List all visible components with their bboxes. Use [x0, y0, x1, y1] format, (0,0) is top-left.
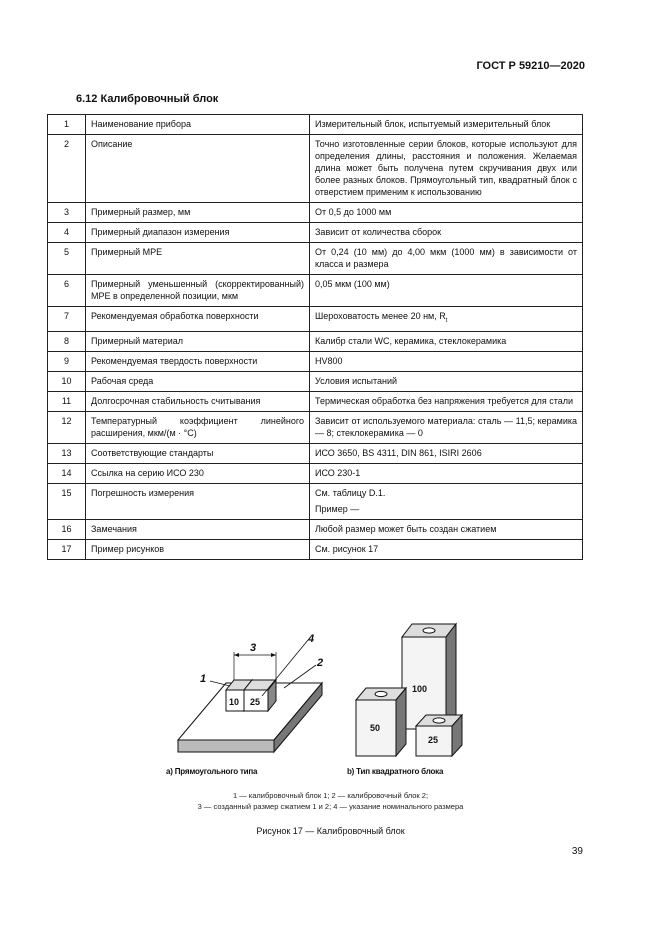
table-row: [48, 539, 583, 559]
table-row: [48, 371, 583, 391]
row-number: 12: [48, 411, 86, 443]
row-value-text: Калибр стали WC, керамика, стеклокерамика: [315, 335, 507, 346]
table-row: [48, 443, 583, 463]
table-row: [48, 307, 583, 332]
table-row: [48, 519, 583, 539]
block-50-hole: [375, 691, 387, 696]
section-title: 6.12 Калибровочный блок: [76, 93, 219, 105]
row-value: [310, 135, 583, 203]
row-parameter: Примерный MPE: [86, 243, 310, 275]
row-parameter: Пример рисунков: [86, 539, 310, 559]
figure-legend: [0, 790, 661, 812]
table-row: [48, 463, 583, 483]
table-row: [48, 391, 583, 411]
row-number: 5: [48, 243, 86, 275]
block-25b-hole: [433, 718, 445, 723]
row-number: 2: [48, 135, 86, 203]
row-value: [310, 483, 583, 519]
row-value-text: Любой размер может быть создан сжатием: [315, 523, 497, 534]
figure-a-rectangular: [178, 640, 322, 752]
row-value-text: Зависит от используемого материала: сталь — 11,5; керамика — 8; стеклокерамика — 0: [315, 415, 577, 438]
figure-gauge-blocks: [0, 600, 661, 800]
row-value: [310, 443, 583, 463]
row-number: 7: [48, 307, 86, 332]
dim-arrow-left: [234, 653, 239, 657]
table-row: [48, 483, 583, 519]
block-50-label: 50: [370, 723, 381, 733]
block-100-label: 100: [412, 684, 428, 694]
row-value-text: ИСО 230-1: [315, 467, 361, 478]
row-number: 13: [48, 443, 86, 463]
standard-number: ГОСТ Р 59210—2020: [476, 60, 585, 72]
block-100-side: [446, 624, 456, 729]
row-parameter: Температурный коэффициент линейного расширения, мкм/(м · °C): [86, 411, 310, 443]
row-value-extra: Пример —: [315, 503, 360, 514]
row-parameter: Рекомендуемая твердость поверхности: [86, 351, 310, 371]
spec-table-body: [48, 115, 583, 560]
legend-line-2: 3 — созданный размер сжатием 1 и 2; 4 — указание номинального размера: [197, 802, 464, 811]
block-50-side: [396, 688, 406, 756]
row-number: 10: [48, 371, 86, 391]
row-number: 16: [48, 519, 86, 539]
row-parameter: Замечания: [86, 519, 310, 539]
table-row: [48, 203, 583, 223]
row-parameter: Долгосрочная стабильность считывания: [86, 391, 310, 411]
row-value: [310, 115, 583, 135]
table-row: [48, 331, 583, 351]
row-parameter: Примерный диапазон измерения: [86, 223, 310, 243]
row-parameter: Ссылка на серию ИСО 230: [86, 463, 310, 483]
row-value-text: ИСО 3650, BS 4311, DIN 861, ISIRI 2606: [315, 447, 482, 458]
row-parameter: Рекомендуемая обработка поверхности: [86, 307, 310, 332]
block-25-label: 25: [250, 697, 261, 707]
row-number: 15: [48, 483, 86, 519]
row-parameter: Погрешность измерения: [86, 483, 310, 519]
table-row: [48, 223, 583, 243]
row-value-text: HV800: [315, 355, 343, 366]
row-value: [310, 223, 583, 243]
row-value-subscript: t: [445, 317, 448, 324]
row-number: 1: [48, 115, 86, 135]
page-number: 39: [571, 846, 583, 857]
spec-table: [47, 114, 583, 560]
row-parameter: Примерный размер, мм: [86, 203, 310, 223]
row-value-text: См. таблицу D.1.: [315, 487, 386, 498]
row-value-text: От 0,24 (10 мм) до 4,00 мкм (1000 мм) в зависимости от класса и размера: [315, 247, 577, 269]
row-value-text: От 0,5 до 1000 мм: [315, 207, 392, 217]
row-value: [310, 371, 583, 391]
row-number: 14: [48, 463, 86, 483]
callout-3: 3: [250, 642, 257, 654]
row-value-text: Шероховатость менее 20 нм, R: [315, 311, 446, 321]
row-value: [310, 307, 583, 332]
table-row: [48, 243, 583, 275]
legend-line-1: 1 — калибровочный блок 1; 2 — калибровочный блок 2;: [232, 791, 429, 800]
row-parameter: Рабочая среда: [86, 371, 310, 391]
row-value: [310, 411, 583, 443]
block-25b-label: 25: [428, 735, 439, 745]
callout-2: 2: [317, 657, 324, 669]
row-parameter: Соответствующие стандарты: [86, 443, 310, 463]
table-row: [48, 135, 583, 203]
figure-b-square: [356, 624, 462, 756]
row-number: 4: [48, 223, 86, 243]
row-value: [310, 275, 583, 307]
row-value-text: Условия испытаний: [315, 375, 398, 386]
callout-4: 4: [308, 633, 315, 645]
row-value: [310, 351, 583, 371]
row-value: [310, 243, 583, 275]
table-row: [48, 275, 583, 307]
base-plate-front: [178, 740, 274, 752]
row-parameter: Примерный уменьшенный (скорректированный) MPE в определенной позиции, мкм: [86, 275, 310, 307]
row-parameter: Примерный материал: [86, 331, 310, 351]
caption-a: a) Прямоугольного типа: [166, 767, 258, 776]
row-value-text: Точно изготовленные серии блоков, которые используют для определения длины, расстояния и положения. Желаемая длина может быть получена путем скручивания двух или более разных блоков. Прямоугольный тип, квадратный блок с отверстием применим к использованию: [315, 139, 577, 197]
row-value: [310, 331, 583, 351]
table-row: [48, 115, 583, 135]
row-number: 9: [48, 351, 86, 371]
dim-arrow-right: [271, 653, 276, 657]
block-100-hole: [423, 628, 435, 633]
row-number: 8: [48, 331, 86, 351]
row-value-text: См. рисунок 17: [315, 543, 379, 554]
table-row: [48, 351, 583, 371]
row-value-text: Измерительный блок, испытуемый измерительный блок: [315, 119, 551, 129]
row-value: [310, 391, 583, 411]
row-parameter: Наименование прибора: [86, 115, 310, 135]
block-10-label: 10: [229, 697, 240, 707]
row-value: [310, 519, 583, 539]
row-value-text: Термическая обработка без напряжения требуется для стали: [315, 395, 574, 406]
figure-title: Рисунок 17 — Калибровочный блок: [256, 826, 405, 836]
row-value: [310, 463, 583, 483]
row-value-text: 0,05 мкм (100 мм): [315, 279, 390, 289]
callout-1: 1: [200, 673, 207, 685]
row-number: 6: [48, 275, 86, 307]
row-number: 3: [48, 203, 86, 223]
row-number: 17: [48, 539, 86, 559]
caption-b: b) Тип квадратного блока: [347, 767, 444, 776]
row-value: [310, 539, 583, 559]
row-value: [310, 203, 583, 223]
row-value-text: Зависит от количества сборок: [315, 227, 442, 237]
table-row: [48, 411, 583, 443]
row-parameter: Описание: [86, 135, 310, 203]
row-number: 11: [48, 391, 86, 411]
